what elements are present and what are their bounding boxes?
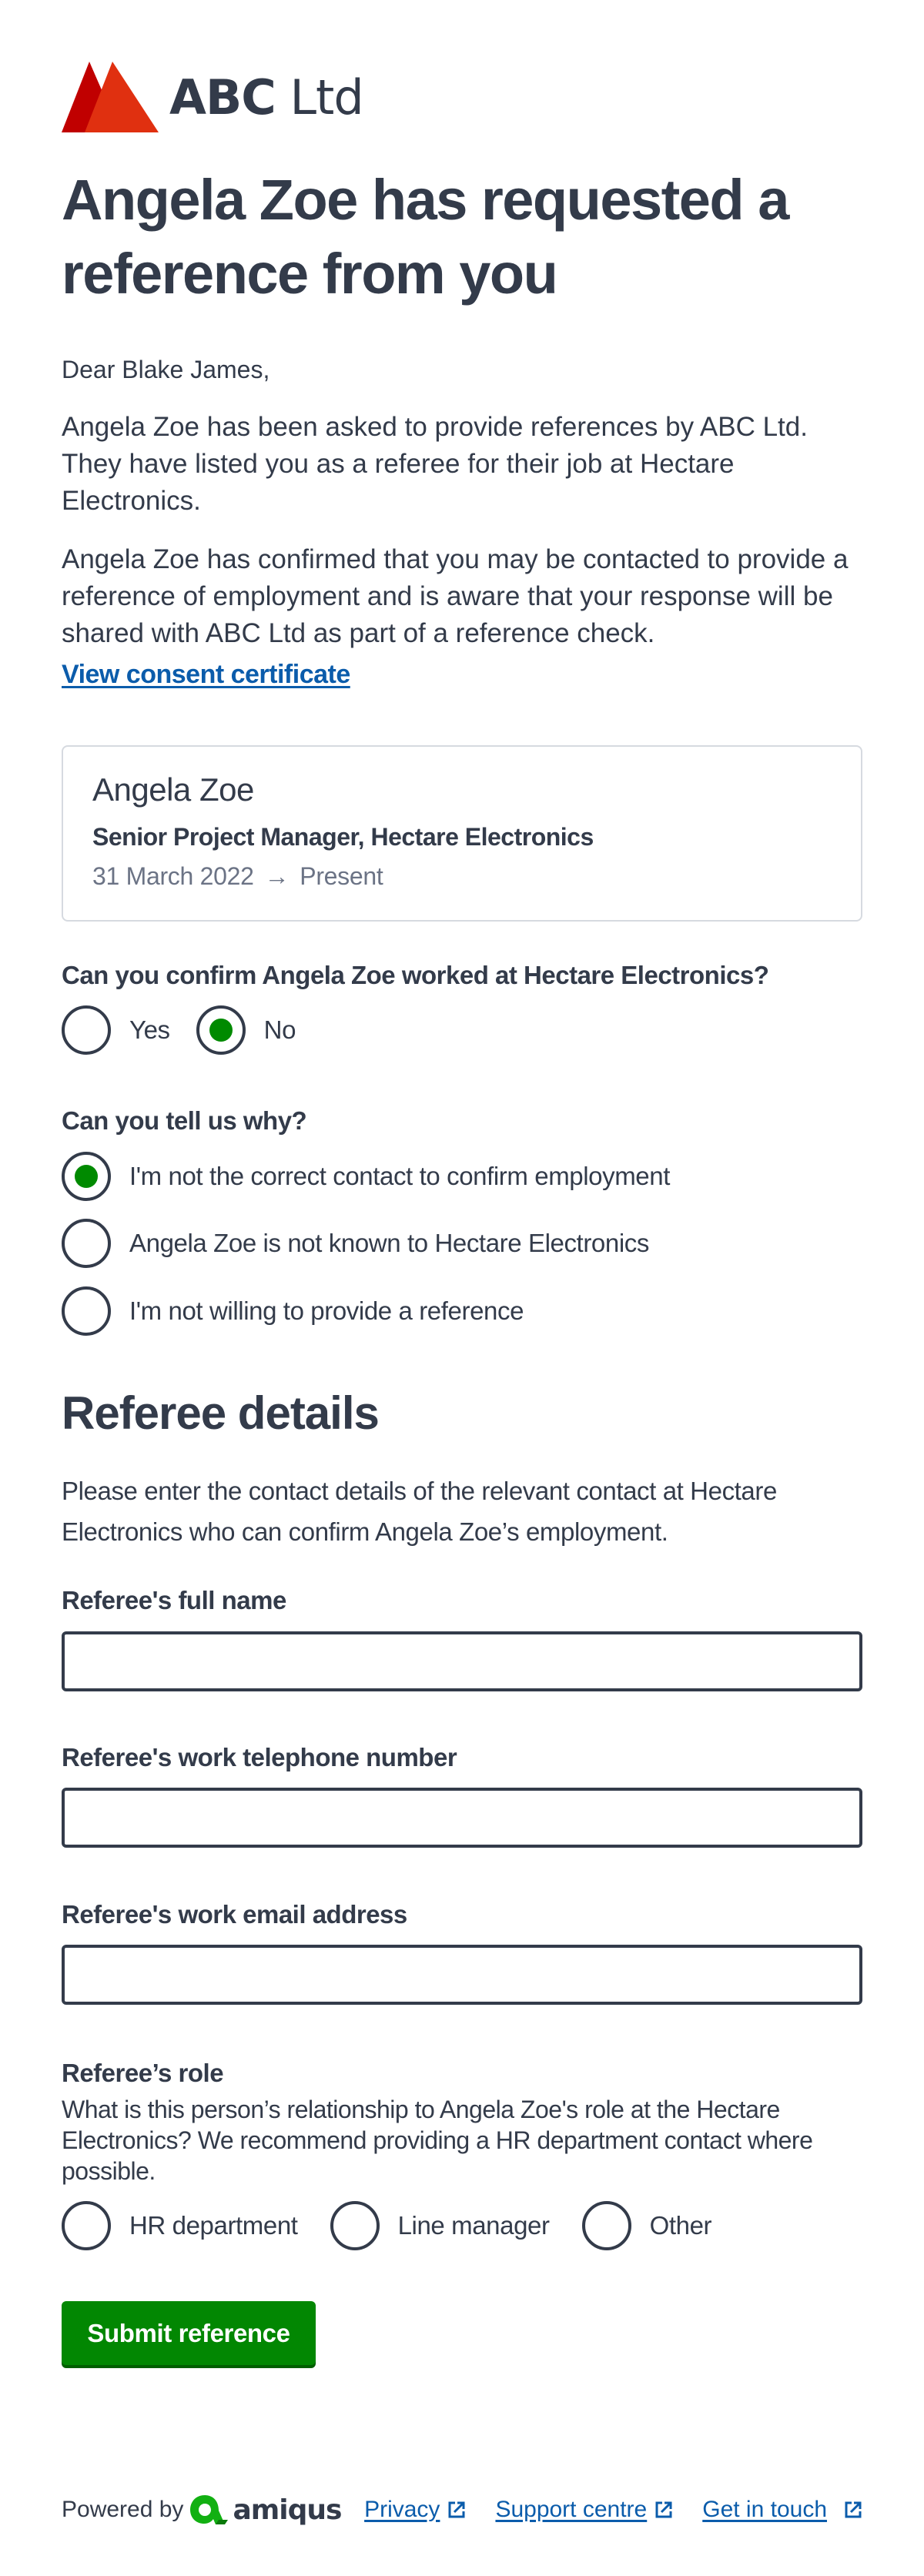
- greeting: Dear Blake James,: [62, 356, 270, 383]
- radio-label: Angela Zoe is not known to Hectare Electronics: [129, 1229, 649, 1257]
- company-name: ABC Ltd: [169, 69, 363, 125]
- radio-label: I'm not willing to provide a reference: [129, 1296, 524, 1325]
- view-consent-certificate-link[interactable]: View consent certificate: [62, 660, 350, 689]
- footer: [62, 2487, 862, 2533]
- referee-telephone-input[interactable]: [62, 1788, 862, 1848]
- radio-option-not-willing[interactable]: [62, 1286, 524, 1336]
- privacy-link[interactable]: Privacy: [364, 2497, 466, 2523]
- radio-no[interactable]: [196, 1005, 246, 1055]
- external-link-icon: [654, 2501, 673, 2519]
- end-date: Present: [300, 862, 383, 890]
- intro-paragraph-2: Angela Zoe has confirmed that you may be contacted to provide a reference of employment and is aware that your response will be shared with ABC Ltd as part of a reference check.: [62, 544, 849, 648]
- amiqus-wordmark: amiqus: [233, 2494, 342, 2526]
- radio-other[interactable]: [582, 2201, 631, 2250]
- confirm-employment-question: Can you confirm Angela Zoe worked at Hectare Electronics?: [62, 961, 769, 989]
- reason-question: Can you tell us why?: [62, 1106, 307, 1135]
- radio-label: Line manager: [397, 2211, 550, 2240]
- radio-option-hr-department[interactable]: [62, 2201, 298, 2250]
- radio-option-yes[interactable]: [62, 1005, 170, 1055]
- radio-yes[interactable]: [62, 1005, 111, 1055]
- footer-links: [364, 2497, 862, 2523]
- powered-by-text: Powered by: [62, 2497, 184, 2522]
- referee-details-description: Please enter the contact details of the relevant contact at Hectare Electronics who can confirm Angela Zoe’s employment.: [62, 1477, 777, 1546]
- candidate-name: Angela Zoe: [92, 771, 254, 808]
- external-link-icon: [844, 2501, 862, 2519]
- referee-role-radio-group: [62, 2201, 744, 2250]
- radio-option-line-manager[interactable]: [330, 2201, 550, 2250]
- support-centre-link[interactable]: Support centre: [495, 2497, 673, 2523]
- radio-option-not-known[interactable]: [62, 1219, 649, 1268]
- employment-card: [62, 745, 862, 922]
- radio-label: I'm not the correct contact to confirm employment: [129, 1162, 670, 1190]
- employment-dates: [92, 861, 383, 892]
- radio-line-manager[interactable]: [330, 2201, 380, 2250]
- referee-telephone-label: Referee's work telephone number: [62, 1743, 457, 1771]
- arrow-right-icon: →: [264, 862, 290, 890]
- company-logo: [62, 62, 363, 132]
- referee-email-input[interactable]: [62, 1945, 862, 2005]
- intro-paragraph-1: Angela Zoe has been asked to provide references by ABC Ltd. They have listed you as a referee for their job at Hectare Electronics.: [62, 412, 808, 516]
- start-date: 31 March 2022: [92, 862, 254, 890]
- powered-by: [62, 2492, 341, 2527]
- radio-not-known[interactable]: [62, 1219, 111, 1268]
- referee-role-label: Referee’s role: [62, 2059, 224, 2087]
- referee-details-heading: Referee details: [62, 1387, 379, 1439]
- page-title: Angela Zoe has requested a reference from you: [62, 168, 788, 306]
- radio-option-other[interactable]: [582, 2201, 712, 2250]
- confirm-employment-radio-group: [62, 1005, 322, 1055]
- amiqus-logo-icon: [188, 2492, 228, 2527]
- radio-not-willing[interactable]: [62, 1286, 111, 1336]
- radio-label: No: [263, 1015, 296, 1044]
- radio-label: HR department: [129, 2211, 298, 2240]
- external-link-icon: [447, 2501, 466, 2519]
- radio-label: Other: [649, 2211, 712, 2240]
- referee-full-name-label: Referee's full name: [62, 1586, 286, 1614]
- get-in-touch-link[interactable]: Get in touch: [702, 2497, 862, 2523]
- referee-email-label: Referee's work email address: [62, 1900, 407, 1929]
- radio-not-correct-contact[interactable]: [62, 1152, 111, 1201]
- radio-option-not-correct-contact[interactable]: [62, 1152, 670, 1201]
- submit-reference-button[interactable]: Submit reference: [62, 2301, 316, 2365]
- mountain-logo-icon: [62, 62, 159, 132]
- radio-option-no[interactable]: [196, 1005, 296, 1055]
- radio-hr-department[interactable]: [62, 2201, 111, 2250]
- referee-full-name-input[interactable]: [62, 1631, 862, 1691]
- candidate-role: Senior Project Manager, Hectare Electronics: [92, 823, 594, 851]
- radio-label: Yes: [129, 1015, 170, 1044]
- referee-role-description: What is this person’s relationship to Angela Zoe's role at the Hectare Electronics? We recommend providing a HR department contact where possible.: [62, 2096, 813, 2185]
